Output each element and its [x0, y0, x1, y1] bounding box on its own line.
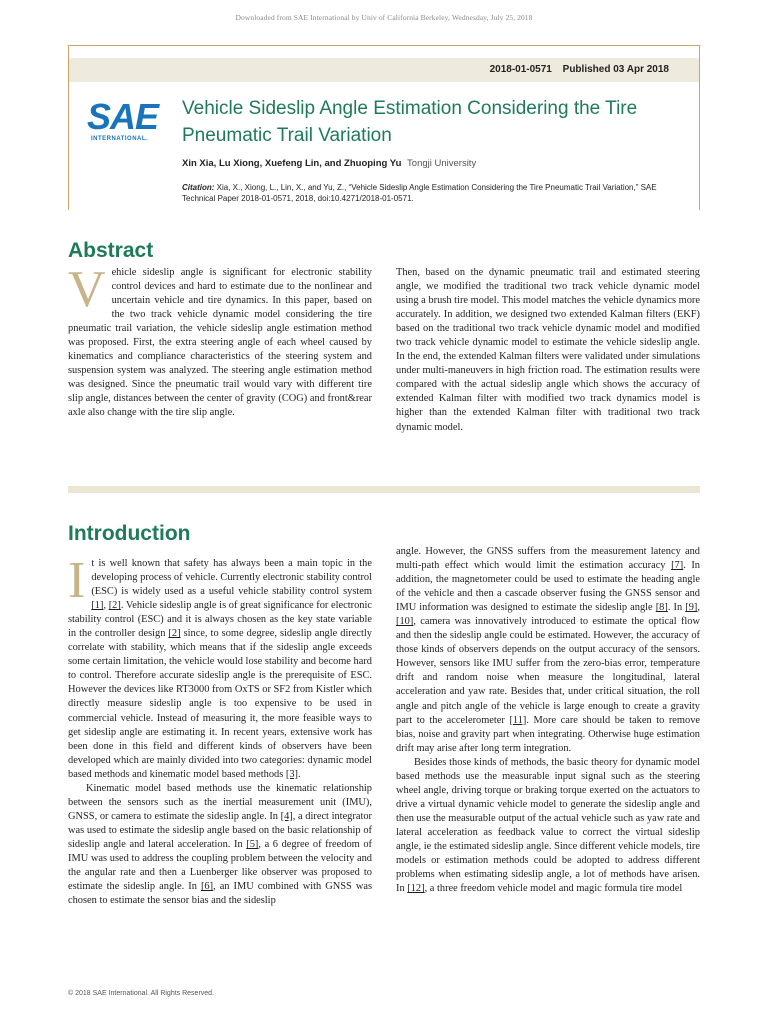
section-divider	[68, 486, 700, 493]
ref-link[interactable]: [2]	[168, 628, 181, 640]
ref-link[interactable]: [1]	[91, 600, 104, 612]
ref-link[interactable]: [9]	[685, 602, 698, 614]
intro-paragraph-1	[68, 552, 372, 782]
citation	[182, 182, 682, 204]
intro-text: , camera was innovatively introduced to estimate the optical flow and then the sideslip angle could be estimated. However, the accuracy of those kinds of observers depends on the output accuracy of the sensors. However, sensors like IMU suffer from the zero-bias error, temperature drift and random noise when measure the longitudinal, lateral acceleration and yaw rate. Besides that, under critical situation, the roll angle and pitch angle of the vehicle is large enough to create a gravity part to the accelerometer	[396, 616, 700, 726]
ref-link[interactable]: [2]	[108, 600, 121, 612]
abstract-right-column	[396, 266, 700, 435]
intro-left-column	[68, 552, 372, 908]
intro-text: , a three freedom vehicle model and magic formula tire model	[424, 883, 683, 895]
abstract-heading: Abstract	[68, 239, 154, 262]
introduction-heading: Introduction	[68, 522, 191, 545]
citation-label: Citation:	[182, 183, 215, 192]
ref-link[interactable]: [10]	[396, 616, 414, 628]
ref-link[interactable]: [5]	[246, 838, 259, 850]
intro-text: , a 6 degree of freedom of IMU was used to address the coupling problem between the velocity and the angular rate and then a Luenberger like observer was proposed to estimate the sideslip angle. In	[68, 838, 372, 893]
ref-link[interactable]: [12]	[407, 883, 425, 895]
intro-text: t is well known that safety has always been a main topic in the developing process of vehicle. Currently electronic stability control (ESC) is widely used as a useful vehicle stability control system	[91, 558, 372, 598]
intro-text: . Vehicle sideslip angle is of great significance for electronic stability control (ESC) and it is always chosen as the key state variable in the controller design	[68, 600, 372, 640]
intro-paragraph-3	[396, 545, 700, 756]
abstract-left-column	[68, 261, 372, 421]
intro-text: .	[298, 768, 301, 780]
intro-text: ,	[103, 600, 109, 612]
intro-text: ,	[697, 602, 700, 614]
abstract-paragraph-1	[68, 261, 372, 421]
citation-text: Xia, X., Xiong, L., Lin, X., and Yu, Z., “Vehicle Sideslip Angle Estimation Considering the Tire Pneumatic Trail Variation,” SAE Technical Paper 2018-01-0571, 2018, doi:10.4271/2018-01-0571.	[182, 183, 657, 203]
intro-dropcap: I	[68, 552, 86, 609]
intro-text: . More care should be taken to remove bias, noise and gravity part when integrating. Otherwise huge estimation drift may arise after long term integration.	[396, 714, 701, 754]
intro-text: since, to some degree, sideslip angle directly correlate with stability, which means that if the sideslip angle exceeds some certain limitation, the vehicle would lose stability and become hard to control. Therefore accurate sideslip angle is the prerequisite of ESC. However the devices like RT3000 from OxTS or SF2 from Kistler which directly measure sideslip angle is too expensive to be used in commercial vehicle. Instead of measuring it, the more feasible ways to get sideslip angle are estimating it. In recent years, extensive work has been done in this field and different kinds of observers have been developed which are mainly divided into two categories: dynamic model based methods and kinematic model based methods	[68, 628, 372, 780]
download-note: Downloaded from SAE International by Univ of California Berkeley, Wednesday, July 25, 2018	[235, 13, 533, 22]
authors: Xin Xia, Lu Xiong, Xuefeng Lin, and Zhuoping Yu	[182, 158, 402, 169]
published-date: Published 03 Apr 2018	[562, 64, 669, 75]
affiliation: Tongji University	[407, 158, 477, 169]
intro-text: . In addition, the magnetometer could be used to estimate the heading angle of the vehicle and then a cascade observer fusing the GNSS sensor and IMU information was designed to estimate the sideslip angle	[396, 560, 700, 614]
intro-text: , an IMU combined with GNSS was chosen to estimate the sensor bias and the sideslip	[68, 881, 372, 907]
intro-text: . In	[667, 602, 686, 614]
intro-paragraph-4	[396, 756, 700, 896]
ref-link[interactable]: [11]	[509, 714, 527, 726]
intro-right-column	[396, 545, 700, 896]
ref-link[interactable]: [7]	[671, 560, 684, 572]
intro-text: angle. However, the GNSS suffers from the measurement latency and multi-path effect which would limit the estimation accuracy	[396, 546, 700, 572]
abstract-paragraph-2: Then, based on the dynamic pneumatic trail and estimated steering angle, we modified the traditional two track vehicle dynamic model using a brush tire model. This model matches the vehicle dynamics more accurately. In addition, we designed two extended Kalman filters (EKF) based on the traditional two track vehicle dynamic model and modified two track vehicle dynamic model to estimate the vehicle sideslip angle. In the end, the extended Kalman filters were validated under simulations under multi-maneuvers in high friction road. The estimation results were compared with the actual sideslip angle which shows the accuracy of extended Kalman filter with modified two track dynamics model is higher than the extended Kalman filter with traditional two track dynamic model.	[396, 267, 700, 433]
ref-link[interactable]: [8]	[655, 602, 668, 614]
abstract-text-left: ehicle sideslip angle is significant for electronic stability control devices and hard to estimate due to the nonlinear and uncertain vehicle and tire dynamics. In this paper, based on the two track vehicle dynamic model considering the tire pneumatic trail variation, the vehicle sideslip angle estimation method was proposed. First, the extra steering angle of each wheel caused by kinematics and compliance characteristics of the steering system and suspension system was analyzed. The steering angle estimation method was designed. Since the pneumatic trail would vary with different tire slip angle, distances between the center of gravity (COG) and front&rear axle also change with the tire slip angle.	[68, 267, 372, 419]
intro-text: Kinematic model based methods use the kinematic relationship between the sensors such as the inertial measurement unit (IMU), GNSS, or camera to estimate the sideslip angle. In	[68, 782, 372, 822]
intro-text: , a direct integrator was used to estimate the sideslip angle based on the basic relationship of sideslip angle and lateral acceleration. In	[68, 810, 372, 850]
intro-text: Besides those kinds of methods, the basic theory for dynamic model based methods use the measurable input signal such as the steering wheel angle, driving torque or braking torque exerted on the actuators to drive a virtual dynamic vehicle model to generate the sideslip angle and then use the measurable output of the actual vehicle such as yaw rate and lateral acceleration as feedback value to correct the virtual sideslip angle, ie the estimated sideslip angle. Since different vehicle models, tire models or estimation methods could be adopted to address different problems when estimating sideslip angle, a lot of methods have arisen. In	[396, 756, 700, 895]
logo-subtext: INTERNATIONAL.	[91, 136, 149, 142]
ref-link[interactable]: [6]	[200, 881, 214, 893]
paper-title: Vehicle Sideslip Angle Estimation Considering the Tire Pneumatic Trail Variation	[182, 98, 638, 146]
ref-link[interactable]: [3]	[285, 768, 298, 780]
intro-paragraph-2	[68, 782, 372, 908]
paper-number: 2018-01-0571	[489, 64, 552, 75]
ref-link[interactable]: [4]	[280, 810, 293, 822]
authors-line	[182, 158, 476, 169]
paper-id	[482, 64, 669, 75]
abstract-dropcap: V	[68, 261, 106, 318]
logo-text: SAE	[87, 96, 159, 137]
sae-logo	[87, 96, 159, 149]
header-band	[69, 58, 699, 82]
copyright-footer: © 2018 SAE International. All Rights Reserved.	[68, 990, 215, 997]
